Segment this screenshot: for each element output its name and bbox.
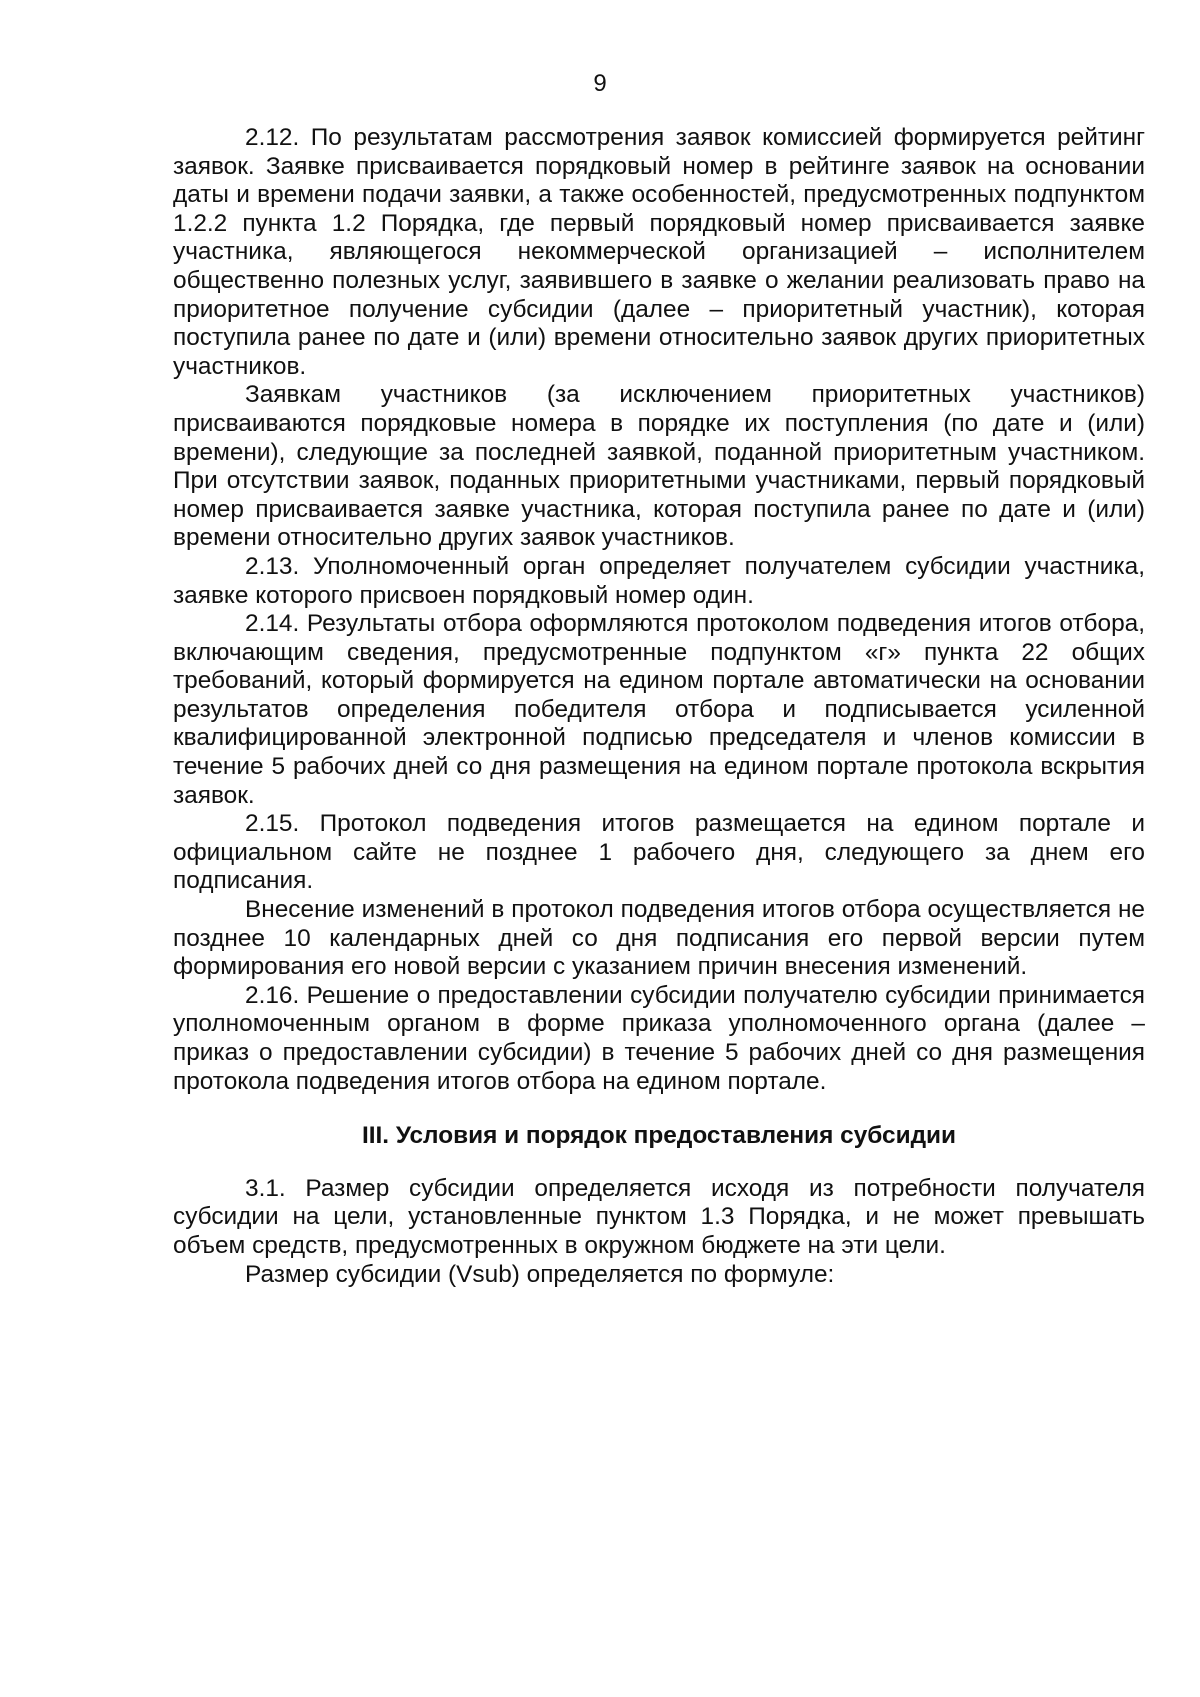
paragraph-2-13: 2.13. Уполномоченный орган определяет получателем субсидии участника, заявке которого присвоен порядковый номер один. (173, 552, 1145, 609)
page-number: 9 (593, 70, 607, 97)
paragraph-2-16: 2.16. Решение о предоставлении субсидии получателю субсидии принимается уполномоченным органом в форме приказа уполномоченного органа (далее – приказ о предоставлении субсидии) в течение 5 рабочих дней со дня размещения протокола подведения итогов отбора на едином портале. (173, 981, 1145, 1095)
paragraph-3-1: 3.1. Размер субсидии определяется исходя из потребности получателя субсидии на цели, установленные пунктом 1.3 Порядка, и не может превышать объем средств, предусмотренных в окружном бюджете на эти цели. (173, 1174, 1145, 1259)
paragraph-3-1-formula-intro: Размер субсидии (Vsub) определяется по формуле: (245, 1260, 835, 1288)
paragraph-2-15-continued: Внесение изменений в протокол подведения итогов отбора осуществляется не позднее 10 календарных дней со дня подписания его первой версии путем формирования его новой версии с указанием причин внесения изменений. (173, 896, 1145, 981)
section-heading: III. Условия и порядок предоставления субсидии (361, 1122, 957, 1150)
paragraph-2-15: 2.15. Протокол подведения итогов размещается на едином портале и официальном сайте не позднее 1 рабочего дня, следующего за днем его подписания. (173, 810, 1145, 895)
paragraph-2-14: 2.14. Результаты отбора оформляются протоколом подведения итогов отбора, включающим сведения, предусмотренные подпунктом «г» пункта 22 общих требований, который формируется на едином портале автоматически на основании результатов определения победителя отбора и подписывается усиленной квалифицированной электронной подписью председателя и членов комиссии в течение 5 рабочих дней со дня размещения на едином портале протокола вскрытия заявок. (173, 610, 1145, 809)
paragraph-2-12: 2.12. По результатам рассмотрения заявок комиссией формируется рейтинг заявок. Заявке присваивается порядковый номер в рейтинге заявок на основании даты и времени подачи заявки, а также особенностей, предусмотренных подпунктом 1.2.2 пункта 1.2 Порядка, где первый порядковый номер присваивается заявке участника, являющегося некоммерческой организацией – исполнителем общественно полезных услуг, заявившего в заявке о желании реализовать право на приоритетное получение субсидии (далее – приоритетный участник), которая поступила ранее по дате и (или) времени относительно заявок других приоритетных участников. (173, 124, 1145, 380)
document-body (173, 124, 1145, 1289)
paragraph-2-12-continued: Заявкам участников (за исключением приоритетных участников) присваиваются порядковые номера в порядке их поступления (по дате и (или) времени), следующие за последней заявкой, поданной приоритетным участником. При отсутствии заявок, поданных приоритетными участниками, первый порядковый номер присваивается заявке участника, которая поступила ранее по дате и (или) времени относительно других заявок участников. (173, 381, 1145, 552)
